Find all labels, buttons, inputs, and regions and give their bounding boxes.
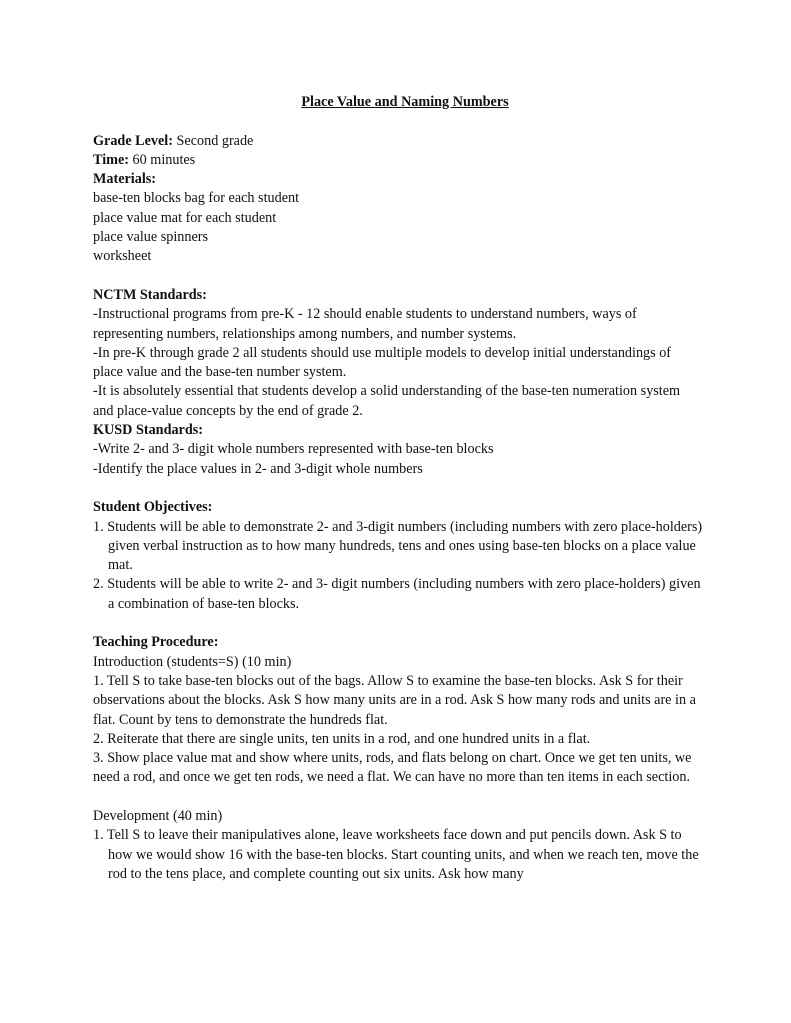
page-title: Place Value and Naming Numbers [301,94,509,110]
time-value: 60 minutes [129,151,196,168]
grade-level-line [93,132,703,151]
kusd-standard-item: -Identify the place values in 2- and 3-digit whole numbers [93,460,423,477]
spacer [93,267,703,286]
grade-level-value: Second grade [172,132,254,149]
materials-heading: Materials: [93,171,157,188]
development-item: 1. Tell S to leave their manipulatives alone, leave worksheets face down and put pencils down. Ask S to how we would show 16 with the base-ten blocks. Start counting units, and when we reach ten, move the rod to the tens place, and complete counting out six units. Ask how many [93,827,699,882]
time-line [93,151,703,170]
spacer [93,479,703,498]
introduction-item: 2. Reiterate that there are single units, ten units in a rod, and one hundred units in a flat. [93,730,591,747]
spacer [93,788,703,807]
introduction-item: 1. Tell S to take base-ten blocks out of the bags. Allow S to examine the base-ten blocks. Ask S for their observations about the blocks. Ask S how many units are in a rod. Ask S how many rods and units are in a flat. Count by tens to demonstrate the hundreds flat. [93,672,696,728]
kusd-standards-heading: KUSD Standards: [93,422,203,439]
objectives-heading: Student Objectives: [93,499,213,516]
objective-item: 1. Students will be able to demonstrate 2- and 3-digit numbers (including numbers with zero place-holders) given verbal instruction as to how many hundreds, tens and ones using base-ten blocks on a place value mat. [93,518,703,574]
document-body [93,93,703,884]
introduction-heading: Introduction (students=S) (10 min) [93,653,292,670]
introduction-item: 3. Show place value mat and show where units, rods, and flats belong on chart. Once we get ten units, we need a rod, and once we get ten rods, we need a flat. We can have no more than ten items in each section. [93,750,692,786]
materials-item: base-ten blocks bag for each student [93,190,300,207]
objective-item: 2. Students will be able to write 2- and 3- digit numbers (including numbers with zero place-holders) given a combination of base-ten blocks. [93,576,701,612]
materials-item: worksheet [93,248,152,265]
development-heading: Development (40 min) [93,807,223,824]
nctm-standard-item: -In pre-K through grade 2 all students should use multiple models to develop initial understandings of place value and the base-ten number system. [93,344,672,381]
teaching-procedure-heading: Teaching Procedure: [93,634,219,651]
materials-item: place value spinners [93,229,209,246]
spacer [93,614,703,633]
materials-item: place value mat for each student [93,209,277,226]
time-label: Time: [93,151,129,168]
kusd-standard-item: -Write 2- and 3- digit whole numbers represented with base-ten blocks [93,441,494,458]
nctm-standard-item: -It is absolutely essential that students develop a solid understanding of the base-ten numeration system and place-value concepts by the end of grade 2. [93,383,681,419]
nctm-standard-item: -Instructional programs from pre-K - 12 should enable students to understand numbers, ways of representing numbers, relationships among numbers, and number systems. [93,306,637,342]
nctm-standards-heading: NCTM Standards: [93,286,207,303]
grade-level-label: Grade Level: [93,132,173,149]
